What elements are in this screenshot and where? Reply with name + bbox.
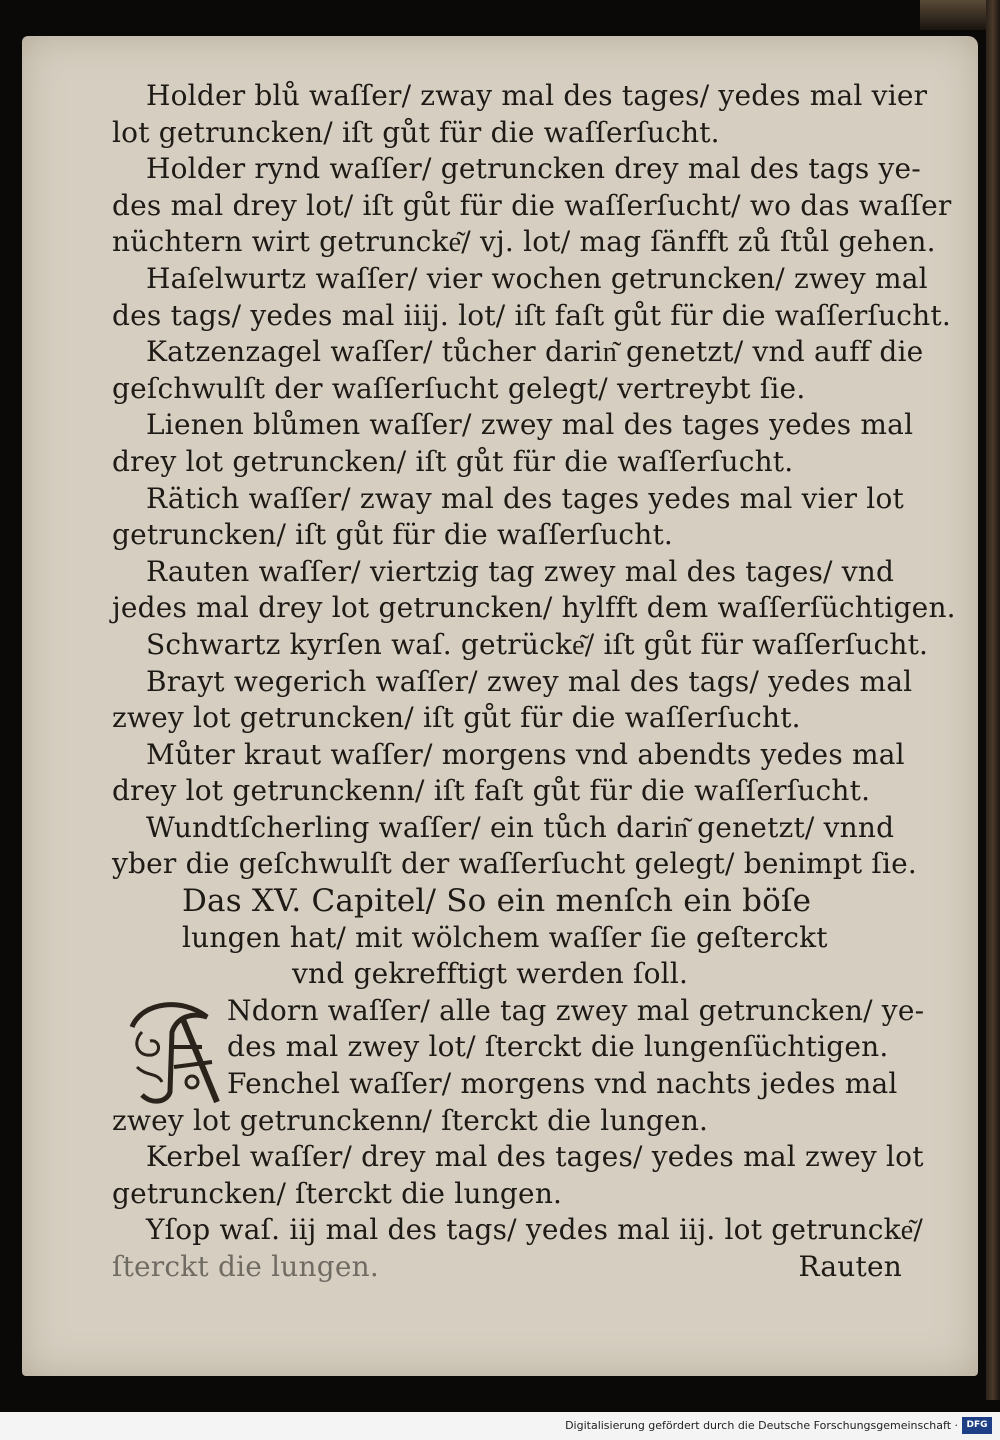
text-line: des tags/ yedes mal iiij. lot/ iſt faſt gůt für die waſſerſucht. bbox=[112, 298, 951, 332]
footer-bar bbox=[0, 1412, 1000, 1440]
text-line: Katzenzagel waſſer/ tůcher darin͂ genetzt/ vnd auff die bbox=[146, 335, 924, 369]
text-line: getruncken/ ſterckt die lungen. bbox=[112, 1176, 563, 1210]
text-line: Fenchel waſſer/ morgens vnd nachts jedes mal bbox=[227, 1067, 898, 1101]
text-line: Kerbel waſſer/ drey mal des tages/ yedes mal zwey lot bbox=[146, 1140, 924, 1174]
text-line: Můter kraut waſſer/ morgens vnd abendts yedes mal bbox=[146, 737, 905, 771]
text-line: Brayt wegerich waſſer/ zwey mal des tags/ yedes mal bbox=[146, 664, 913, 698]
chapter-heading: Das XV. Capitel/ So ein menſch ein böſe bbox=[182, 883, 812, 920]
text-line: Ndorn waſſer/ alle tag zwey mal getruncken/ ye- bbox=[227, 993, 925, 1027]
chapter-heading-line: vnd gekrefftigt werden ſoll. bbox=[292, 957, 689, 991]
ornamental-initial-A-icon bbox=[122, 997, 224, 1107]
text-line: ſterckt die lungen. bbox=[112, 1250, 379, 1283]
text-line: Rauten waſſer/ viertzig tag zwey mal des tages/ vnd bbox=[146, 554, 895, 588]
text-line: Haſelwurtz waſſer/ vier wochen getruncken/ zwey mal bbox=[146, 261, 928, 295]
text-line: Wundtſcherling waſſer/ ein tůch darin͂ genetzt/ vnnd bbox=[146, 810, 895, 844]
text-line: zwey lot getruncken/ iſt gůt für die waſſerſucht. bbox=[112, 701, 801, 735]
funding-credit: Digitalisierung gefördert durch die Deutsche Forschungsgemeinschaft · bbox=[565, 1419, 958, 1432]
text-line: geſchwulſt der waſſerſucht gelegt/ vertreybt ſie. bbox=[112, 371, 806, 405]
text-line: lot getruncken/ iſt gůt für die waſſerſucht. bbox=[112, 115, 720, 149]
dfg-logo: DFG bbox=[962, 1417, 992, 1434]
text-line: Lienen blůmen waſſer/ zwey mal des tages yedes mal bbox=[146, 408, 914, 442]
text-line: des mal drey lot/ iſt gůt für die waſſerſucht/ wo das waſſer bbox=[112, 188, 952, 222]
text-line: zwey lot getrunckenn/ ſterckt die lungen. bbox=[112, 1103, 709, 1137]
book-side-edge bbox=[986, 0, 1000, 1400]
text-line: Rätich waſſer/ zway mal des tages yedes mal vier lot bbox=[146, 481, 904, 515]
text-line: Schwartz kyrſen waſ. getrücke͂/ iſt gůt für waſſerſucht. bbox=[146, 627, 929, 661]
text-line: yber die geſchwulſt der waſſerſucht gelegt/ benimpt ſie. bbox=[112, 847, 918, 881]
dropcap-paragraph bbox=[112, 993, 925, 1103]
text-line: getruncken/ iſt gůt für die waſſerſucht. bbox=[112, 518, 673, 552]
chapter-heading-line: lungen hat/ mit wölchem waſſer ſie geſterckt bbox=[182, 920, 828, 954]
page-text-block bbox=[112, 78, 956, 1286]
text-line: drey lot getruncken/ iſt gůt für die waſſerſucht. bbox=[112, 444, 794, 478]
text-line: drey lot getrunckenn/ iſt faſt gůt für die waſſerſucht. bbox=[112, 774, 871, 808]
text-line: jedes mal drey lot getruncken/ hylfft dem waſſerſüchtigen. bbox=[112, 591, 956, 625]
text-line: nüchtern wirt getruncke͂/ vj. lot/ mag ſänfft zů ſtůl gehen. bbox=[112, 225, 936, 259]
text-line: Holder rynd waſſer/ getruncken drey mal des tags ye- bbox=[146, 152, 921, 186]
text-line: des mal zwey lot/ ſterckt die lungenſüchtigen. bbox=[227, 1030, 889, 1064]
catchword: Rauten bbox=[798, 1250, 902, 1283]
text-line: Yſop waſ. iij mal des tags/ yedes mal iij. lot getrunckе͂/ bbox=[146, 1213, 923, 1247]
text-line: Holder blů waſſer/ zway mal des tages/ yedes mal vier bbox=[146, 79, 928, 112]
